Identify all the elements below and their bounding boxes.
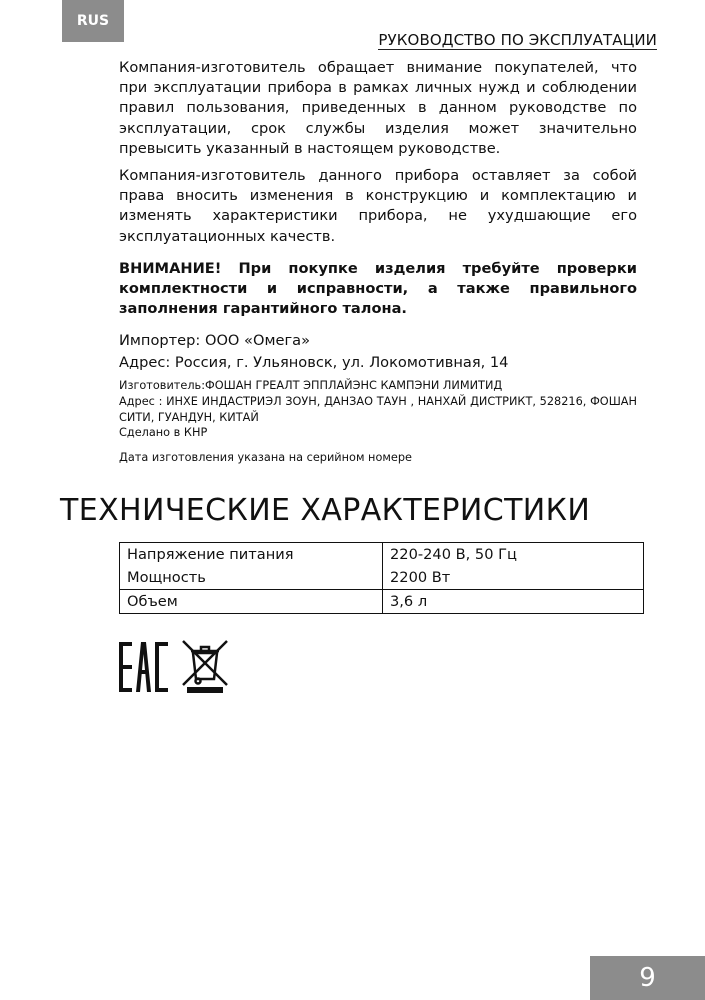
eac-mark-icon (119, 636, 169, 696)
table-row (120, 566, 644, 590)
table-row (120, 543, 644, 567)
made-in: Сделано в КНР (119, 426, 208, 440)
specs-title: ТЕХНИЧЕСКИЕ ХАРАКТЕРИСТИКИ (60, 493, 591, 528)
spec-value: 220-240 В, 50 Гц (383, 543, 644, 567)
paragraph-changes: Компания-изготовитель данного прибора оставляет за собой права вносить изменения в конструкцию и комплектацию и изменять характеристики прибора, не ухудшающие его эксплуатационных качеств. (119, 167, 637, 245)
manufacturer-name: Изготовитель:ФОШАН ГРЕАЛТ ЭППЛАЙЭНС КАМПЭНИ ЛИМИТИД (119, 379, 503, 392)
spec-label: Напряжение питания (120, 543, 383, 567)
paragraph-service-life: Компания-изготовитель обращает внимание покупателей, что при эксплуатации прибора в рамках личных нужд и соблюдении правил пользования, приведенных в данном руководстве по эксплуатации, срок службы изделия может значительно превысить указанный в настоящем руководстве. (119, 59, 637, 157)
header-title: РУКОВОДСТВО ПО ЭКСПЛУАТАЦИИ (378, 31, 657, 49)
table-row (120, 590, 644, 614)
importer-address: Адрес: Россия, г. Ульяновск, ул. Локомотивная, 14 (119, 354, 509, 371)
warning-text: ВНИМАНИЕ! При покупке изделия требуйте проверки комплектности и исправности, а также правильного заполнения гарантийного талона. (119, 260, 637, 318)
spec-value: 3,6 л (383, 590, 644, 614)
manufacture-date-note: Дата изготовления указана на серийном номере (119, 451, 412, 464)
importer-name: Импортер: ООО «Омега» (119, 332, 311, 349)
certification-icons (119, 636, 229, 696)
specs-table (119, 542, 644, 614)
page-number: 9 (590, 956, 705, 1000)
spec-label: Мощность (120, 566, 383, 590)
importer-block (119, 330, 508, 374)
spec-label: Объем (120, 590, 383, 614)
crossed-out-bin-icon (181, 637, 229, 695)
manufacturer-address: Адрес : ИНХЕ ИНДАСТРИЭЛ ЗОУН, ДАНЗАО ТАУН , НАНХАЙ ДИСТРИКТ, 528216, ФОШАН СИТИ, ГУАНДУН, КИТАЙ (119, 394, 637, 424)
language-tab: RUS (62, 0, 124, 42)
manufacturer-block (119, 378, 637, 441)
spec-value: 2200 Вт (383, 566, 644, 590)
